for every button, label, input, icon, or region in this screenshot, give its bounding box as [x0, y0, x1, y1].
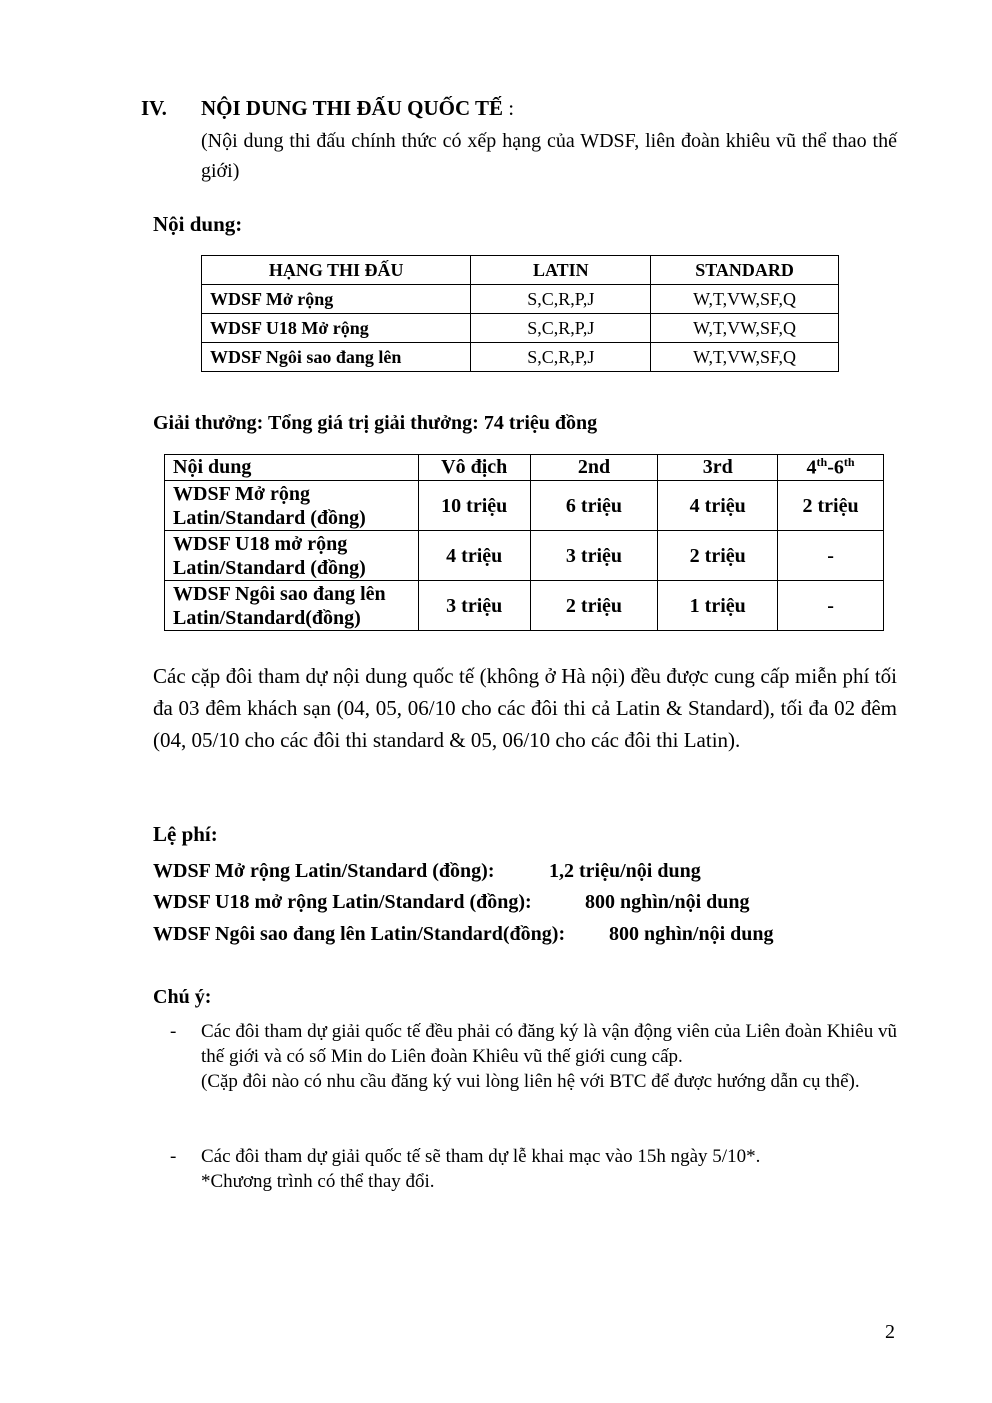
latin-cell: S,C,R,P,J — [471, 285, 651, 314]
vo-dich-cell: 4 triệu — [418, 531, 530, 581]
standard-cell: W,T,VW,SF,Q — [651, 343, 839, 372]
note-item — [170, 1019, 897, 1094]
bullet-dash: - — [170, 1021, 177, 1042]
events-table — [201, 255, 839, 372]
event-cell: WDSF Ngôi sao đang lên Latin/Standard(đồng) — [165, 581, 419, 631]
hotel-paragraph: Các cặp đôi tham dự nội dung quốc tế (không ở Hà nội) đều được cung cấp miễn phí tối đa 03 đêm khách sạn (04, 05, 06/10 cho các đôi thi cả Latin & Standard), tối đa 02 đêm (04, 05/10 cho các đôi thi standard & 05, 06/10 cho các đôi thi Latin). — [153, 664, 897, 752]
table-row — [202, 343, 839, 372]
section-intro: (Nội dung thi đấu chính thức có xếp hạng của WDSF, liên đoàn khiêu vũ thể thao thế giới) — [201, 130, 897, 182]
events-table-header — [202, 256, 839, 285]
latin-cell: S,C,R,P,J — [471, 314, 651, 343]
fee-value: 800 nghìn/nội dung — [609, 923, 774, 945]
note-item — [170, 1144, 897, 1194]
le-phi-heading: Lệ phí: — [153, 822, 218, 846]
note-text: (Cặp đôi nào có nhu cầu đăng ký vui lòng liên hệ với BTC để được hướng dẫn cụ thể). — [201, 1071, 860, 1092]
section-title-suffix: : — [503, 96, 515, 120]
section-title-text: NỘI DUNG THI ĐẤU QUỐC TẾ — [201, 96, 504, 120]
chu-y-heading: Chú ý: — [153, 986, 212, 1008]
second-cell: 2 triệu — [530, 581, 658, 631]
fee-label: WDSF Mở rộng Latin/Standard (đồng): — [153, 860, 495, 882]
second-cell: 3 triệu — [530, 531, 658, 581]
fee-value: 800 nghìn/nội dung — [585, 891, 750, 913]
header-2nd: 2nd — [530, 455, 658, 481]
prize-table-header — [165, 455, 884, 481]
table-row — [165, 531, 884, 581]
fourth-cell: - — [778, 581, 884, 631]
header-vo-dich: Vô địch — [418, 455, 530, 481]
standard-cell: W,T,VW,SF,Q — [651, 285, 839, 314]
section-title — [201, 96, 514, 121]
table-row — [165, 581, 884, 631]
hang-cell: WDSF Ngôi sao đang lên — [202, 343, 471, 372]
hang-cell: WDSF U18 Mở rộng — [202, 314, 471, 343]
page-number: 2 — [885, 1321, 895, 1343]
note-text: *Chương trình có thể thay đổi. — [201, 1171, 435, 1192]
fourth-cell: 2 triệu — [778, 481, 884, 531]
vo-dich-cell: 3 triệu — [418, 581, 530, 631]
fee-label: WDSF Ngôi sao đang lên Latin/Standard(đồng): — [153, 923, 566, 945]
event-cell: WDSF U18 mở rộng Latin/Standard (đồng) — [165, 531, 419, 581]
standard-cell: W,T,VW,SF,Q — [651, 314, 839, 343]
section-numeral: IV. — [141, 96, 167, 120]
header-latin: LATIN — [471, 256, 651, 285]
fourth-cell: - — [778, 531, 884, 581]
fee-label: WDSF U18 mở rộng Latin/Standard (đồng): — [153, 891, 532, 913]
vo-dich-cell: 10 triệu — [418, 481, 530, 531]
header-hang: HẠNG THI ĐẤU — [202, 256, 471, 285]
fee-line — [153, 860, 701, 883]
third-cell: 2 triệu — [658, 531, 778, 581]
hang-cell: WDSF Mở rộng — [202, 285, 471, 314]
latin-cell: S,C,R,P,J — [471, 343, 651, 372]
event-cell: WDSF Mở rộng Latin/Standard (đồng) — [165, 481, 419, 531]
prize-heading: Giải thưởng: Tổng giá trị giải thưởng: 74 triệu đồng — [153, 412, 598, 434]
prize-table — [164, 454, 884, 631]
bullet-dash: - — [170, 1146, 177, 1167]
header-3rd: 3rd — [658, 455, 778, 481]
table-row — [165, 481, 884, 531]
third-cell: 1 triệu — [658, 581, 778, 631]
note-text: Các đôi tham dự giải quốc tế đều phải có đăng ký là vận động viên của Liên đoàn Khiêu vũ thế giới và có số Min do Liên đoàn Khiêu vũ thế giới cung cấp. — [201, 1021, 897, 1067]
fee-line — [153, 923, 774, 946]
third-cell: 4 triệu — [658, 481, 778, 531]
table-row — [202, 314, 839, 343]
noi-dung-heading: Nội dung: — [153, 212, 243, 236]
header-noi-dung: Nội dung — [165, 455, 419, 481]
note-text: Các đôi tham dự giải quốc tế sẽ tham dự lễ khai mạc vào 15h ngày 5/10*. — [201, 1146, 761, 1167]
second-cell: 6 triệu — [530, 481, 658, 531]
fee-value: 1,2 triệu/nội dung — [549, 860, 701, 882]
fee-line — [153, 891, 750, 914]
header-4th-6th: 4th-6th — [778, 455, 884, 481]
table-row — [202, 285, 839, 314]
header-standard: STANDARD — [651, 256, 839, 285]
